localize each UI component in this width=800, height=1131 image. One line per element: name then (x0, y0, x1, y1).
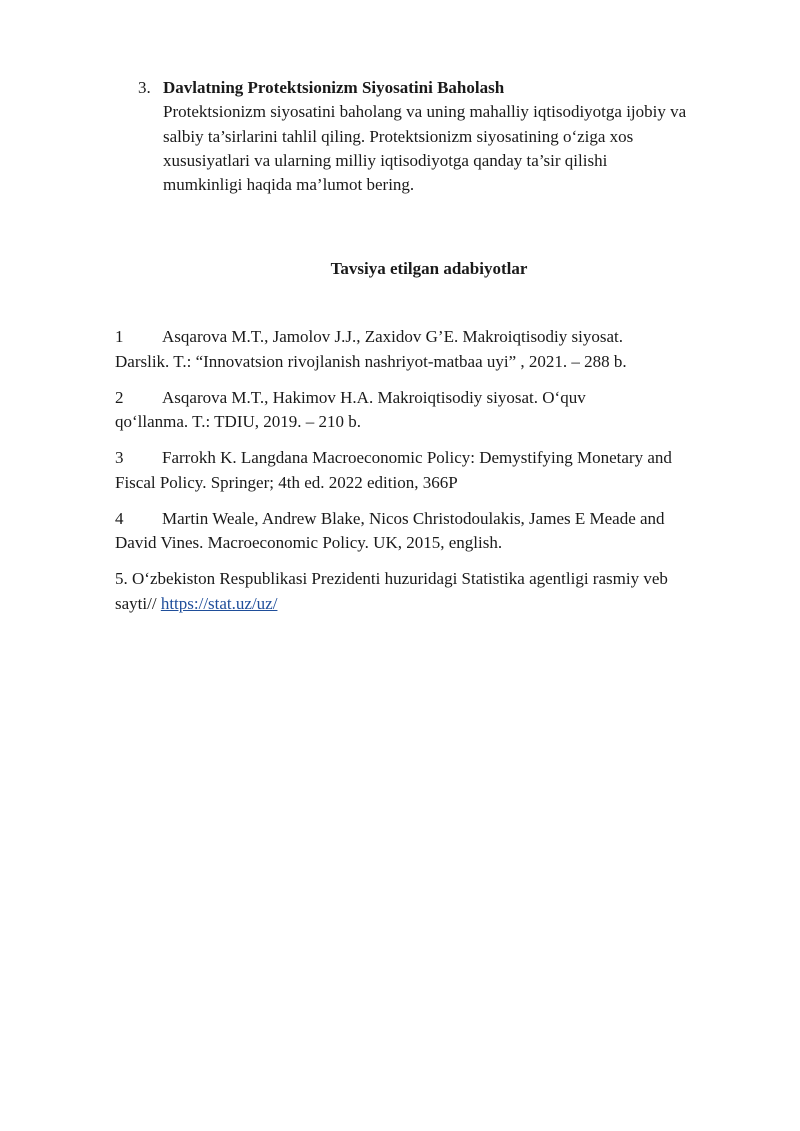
reference-item (115, 325, 750, 374)
reference-text: Martin Weale, Andrew Blake, Nicos Christodoulakis, James E Meade and (162, 508, 665, 528)
task-text-line: xususiyatlari va ularning milliy iqtisodiyotga qanday ta’sir qilishi (163, 150, 608, 170)
task-number: 3. (138, 78, 151, 97)
reference-text: Fiscal Policy. Springer; 4th ed. 2022 edition, 366P (115, 472, 458, 492)
task-title: Davlatning Protektsionizm Siyosatini Baholash (163, 78, 505, 97)
task-item-3 (138, 76, 758, 197)
reference-number: 3 (115, 448, 124, 467)
references-list (115, 325, 750, 628)
reference-text: Darslik. T.: “Innovatsion rivojlanish nashriyot-matbaa uyi” , 2021. – 288 b. (115, 351, 627, 371)
reference-text-line2 (115, 592, 750, 617)
reference-text: 5. O‘zbekiston Respublikasi Prezidenti huzuridagi Statistika agentligi rasmiy veb (115, 569, 668, 588)
reference-item (115, 507, 750, 556)
reference-text: David Vines. Macroeconomic Policy. UK, 2015, english. (115, 533, 503, 552)
reference-prefix: sayti// (115, 593, 161, 613)
reference-item (115, 446, 750, 495)
reference-text: Asqarova M.T., Jamolov J.J., Zaxidov G’E. Makroiqtisodiy siyosat. (162, 327, 624, 346)
reference-item (115, 386, 750, 435)
reference-text: qo‘llanma. T.: TDIU, 2019. – 210 b. (115, 412, 362, 431)
references-heading: Tavsiya etilgan adabiyotlar (330, 259, 528, 278)
reference-item (115, 567, 750, 616)
stat-uz-link[interactable]: https://stat.uz/uz/ (160, 593, 278, 613)
task-text-line: Protektsionizm siyosatini baholang va uning mahalliy iqtisodiyotga ijobiy va (163, 102, 687, 122)
reference-text: Farrokh K. Langdana Macroeconomic Policy: Demystifying Monetary and (162, 448, 672, 467)
task-body (163, 76, 758, 197)
reference-number: 2 (115, 387, 124, 407)
reference-text: Asqarova M.T., Hakimov H.A. Makroiqtisodiy siyosat. O‘quv (162, 387, 586, 407)
task-text-line: mumkinligi haqida ma’lumot bering. (163, 175, 415, 195)
task-text-line: salbiy ta’sirlarini tahlil qiling. Protektsionizm siyosatining o‘ziga xos (163, 126, 634, 146)
reference-number: 1 (115, 327, 124, 346)
reference-number: 4 (115, 508, 124, 528)
